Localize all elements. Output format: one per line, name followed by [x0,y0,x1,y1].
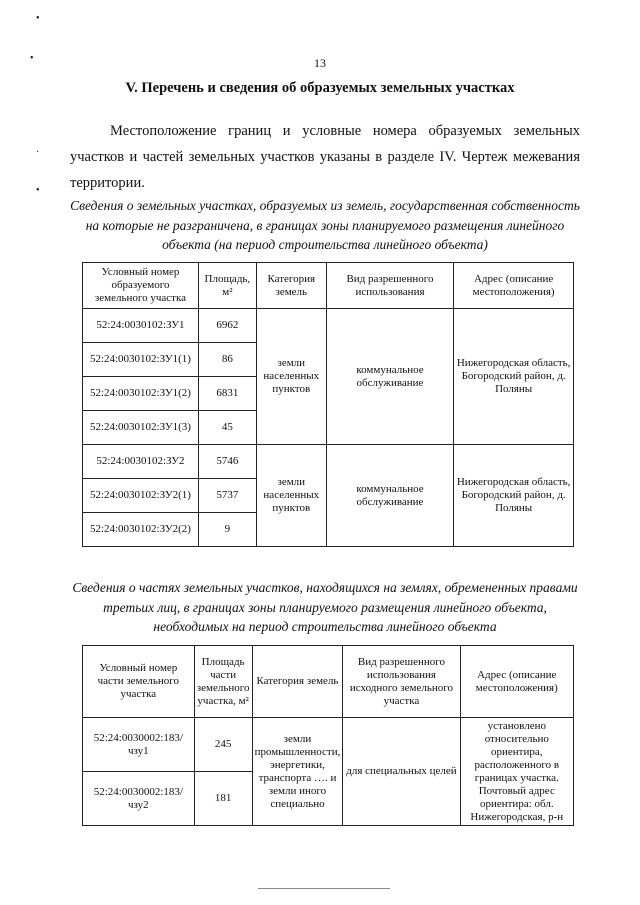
header-address: Адрес (описание местоположения) [454,263,574,309]
plot-number: 52:24:0030102:ЗУ1(3) [83,411,199,445]
part-number: 52:24:0030002:183/чзу1 [83,718,195,772]
part-number: 52:24:0030002:183/чзу2 [83,772,195,826]
plot-address: Нижегородская область, Богородский район, д. Поляны [454,309,574,445]
table-row [83,445,574,479]
plot-number: 52:24:0030102:ЗУ2 [83,445,199,479]
plot-use: коммунальное обслуживание [326,445,454,547]
header-category: Категория земель [256,263,326,309]
table-row [83,309,574,343]
section-title: V. Перечень и сведения об образуемых земельных участках [125,80,515,96]
plot-parts-table [82,645,574,826]
plot-category: земли населенных пунктов [256,309,326,445]
scan-mark: • [30,53,34,64]
header-area: Площадь, м² [198,263,256,309]
scan-mark: • [36,185,40,196]
footer-rule [258,888,390,889]
plot-address: Нижегородская область, Богородский район, д. Поляны [454,445,574,547]
plot-use: коммунальное обслуживание [326,309,454,445]
table2-header-row [83,646,574,718]
intro-paragraph [70,118,580,196]
scan-mark: · [36,147,40,158]
plot-number: 52:24:0030102:ЗУ1(2) [83,377,199,411]
plot-area: 86 [198,343,256,377]
part-area: 181 [194,772,252,826]
plot-number: 52:24:0030102:ЗУ2(2) [83,513,199,547]
header-number: Условный номер части земельного участка [83,646,195,718]
part-use: для специальных целей [343,718,460,826]
plot-number: 52:24:0030102:ЗУ1(1) [83,343,199,377]
plot-number: 52:24:0030102:ЗУ2(1) [83,479,199,513]
table1-header-row [83,263,574,309]
intro-text: Местоположение границ и условные номера образуемых земельных участков и частей земельных участков указаны в разделе IV. Чертеж межевания территории. [70,123,580,191]
page-number: 13 [314,56,326,70]
header-address: Адрес (описание местоположения) [460,646,573,718]
table2-caption: Сведения о частях земельных участков, находящихся на землях, обремененных правами третьих лиц, в границах зоны планируемого размещения линейного объекта, необходимых на период строительства линейного объекта [72,580,578,634]
plot-area: 45 [198,411,256,445]
part-area: 245 [194,718,252,772]
table1-caption: Сведения о земельных участках, образуемых из земель, государственная собственность на которые не разграничена, в границах зоны планируемого размещения линейного объекта (на период строительства линейного объекта) [70,198,580,252]
scan-mark: • [36,13,40,24]
plot-category: земли населенных пунктов [256,445,326,547]
header-number: Условный номер образуемого земельного участка [83,263,199,309]
plot-area: 6831 [198,377,256,411]
plot-area: 6962 [198,309,256,343]
plot-area: 5737 [198,479,256,513]
header-category: Категория земель [252,646,343,718]
part-address: установлено относительно ориентира, расположенного в границах участка. Почтовый адрес ориентира: обл. Нижегородская, р-н [460,718,573,826]
table-row [83,718,574,772]
plot-area: 5746 [198,445,256,479]
header-use: Вид разрешенного использования [326,263,454,309]
part-category: земли промышленности, энергетики, транспорта …. и земли иного специально [252,718,343,826]
land-plots-table [82,262,574,547]
header-use: Вид разрешенного использования исходного земельного участка [343,646,460,718]
header-area: Площадь части земельного участка, м² [194,646,252,718]
plot-area: 9 [198,513,256,547]
plot-number: 52:24:0030102:ЗУ1 [83,309,199,343]
